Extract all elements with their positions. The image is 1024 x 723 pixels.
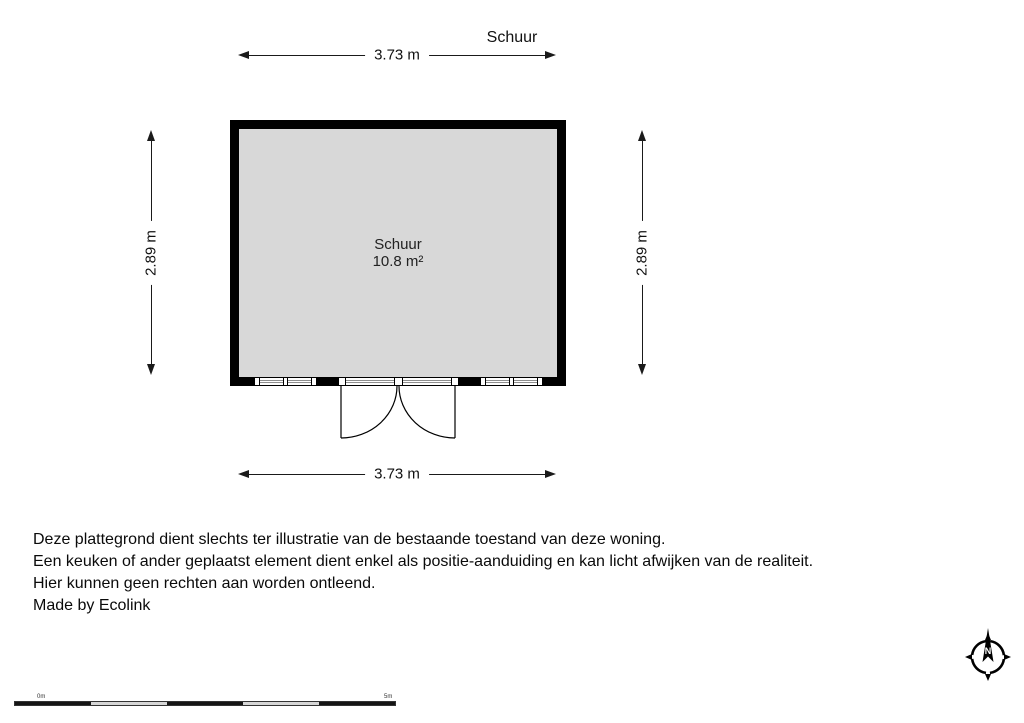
arrowhead-right-icon [545, 470, 556, 478]
scale-start-label: 0m [37, 694, 46, 700]
window [288, 377, 311, 386]
dimension-left [143, 130, 159, 375]
disclaimer-line: Hier kunnen geen rechten aan worden ontleend. [33, 575, 376, 592]
disclaimer-line: Deze plattegrond dient slechts ter illustratie van de bestaande toestand van deze woning. [33, 531, 666, 548]
dimension-bottom-label: 3.73 m [365, 466, 429, 483]
scale-segment [167, 702, 243, 705]
arrowhead-down-icon [638, 364, 646, 375]
scale-segment [319, 702, 395, 705]
dimension-right-label: 2.89 m [634, 221, 651, 285]
compass-icon [960, 623, 1016, 685]
disclaimer-line: Een keuken of ander geplaatst element dient enkel als positie-aanduiding en kan licht afwijken van de realiteit. [33, 553, 814, 570]
arrowhead-left-icon [238, 470, 249, 478]
scale-bar [14, 701, 396, 706]
compass-north-label: N [984, 646, 992, 656]
credit-line: Made by Ecolink [33, 597, 151, 614]
disclaimer-block [33, 529, 813, 617]
window [260, 377, 283, 386]
dimension-bottom [238, 466, 556, 482]
window [486, 377, 509, 386]
room-area: 10.8 m² [372, 253, 424, 270]
dimension-top-label: 3.73 m [365, 47, 429, 64]
arrowhead-up-icon [638, 130, 646, 141]
scale-end-label: 5m [384, 694, 393, 700]
window-frame-post [311, 377, 317, 386]
arrowhead-right-icon [545, 51, 556, 59]
arrowhead-down-icon [147, 364, 155, 375]
scale-segment [15, 702, 91, 705]
scale-segment [243, 702, 319, 705]
window-frame-post [537, 377, 543, 386]
dimension-left-label: 2.89 m [143, 221, 160, 285]
room-label [373, 236, 424, 270]
arrowhead-up-icon [147, 130, 155, 141]
room-name: Schuur [374, 236, 422, 253]
dimension-right [634, 130, 650, 375]
window [514, 377, 537, 386]
scale-segment [91, 702, 167, 705]
arrowhead-left-icon [238, 51, 249, 59]
dimension-top [238, 47, 556, 63]
plan-title: Schuur [486, 29, 538, 46]
double-door-swing [330, 384, 470, 448]
